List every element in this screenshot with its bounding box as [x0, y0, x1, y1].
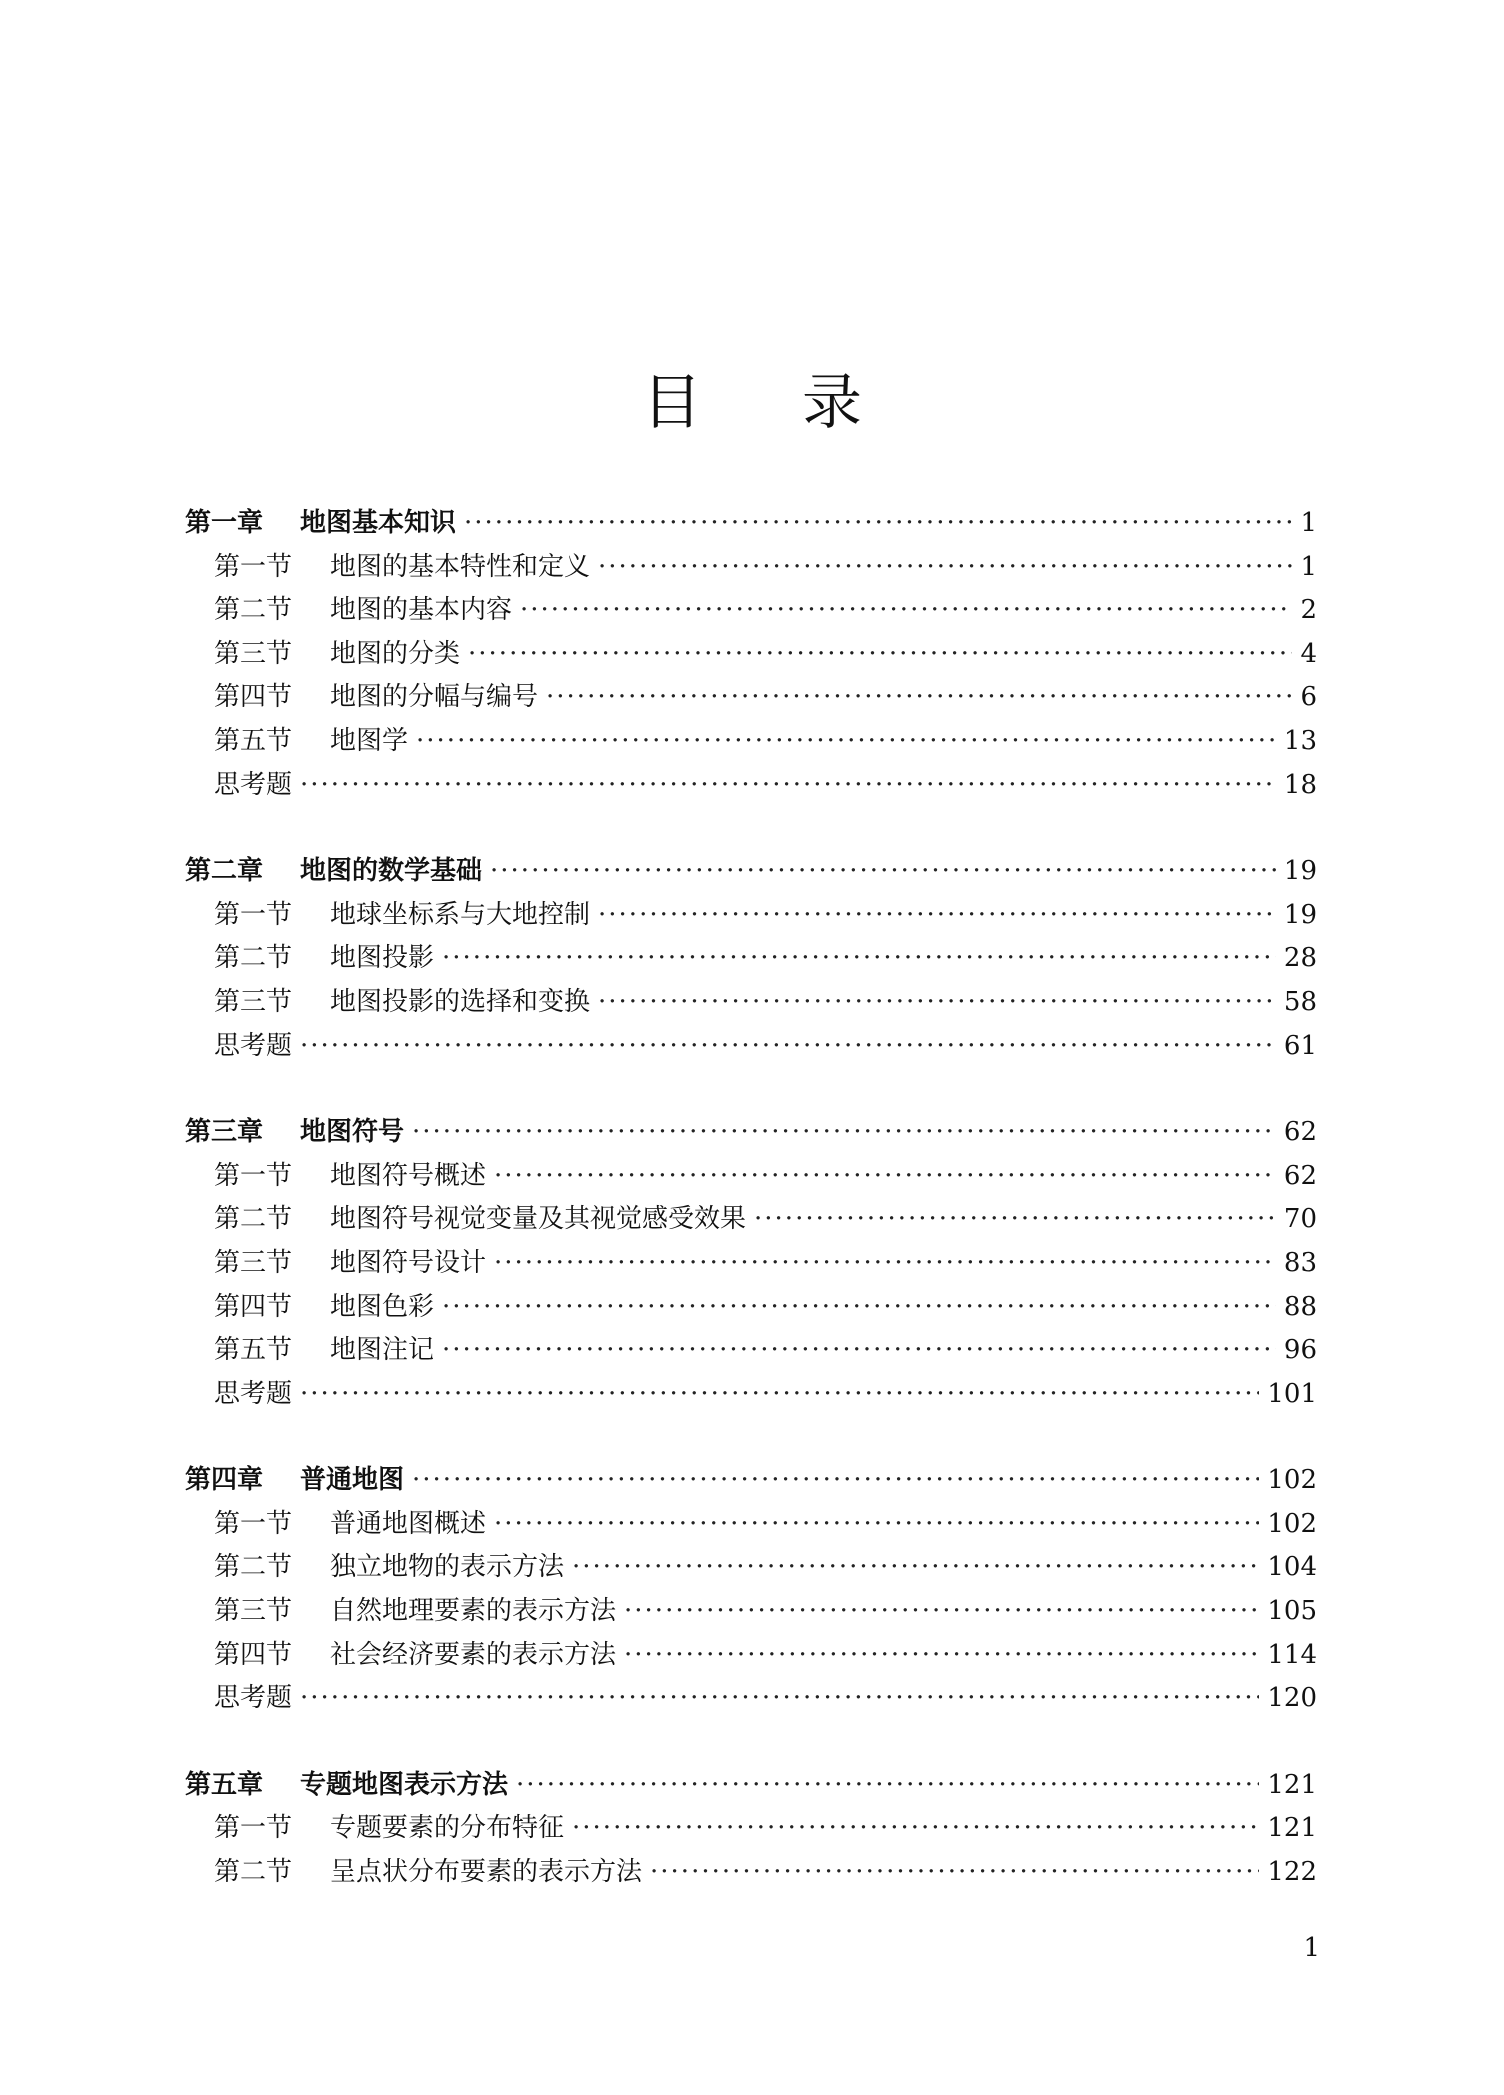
- chapter-entry: [185, 850, 1317, 894]
- section-page: 18: [1283, 769, 1317, 800]
- section-number: 第三节: [214, 1596, 293, 1627]
- section-title: 社会经济要素的表示方法: [330, 1639, 617, 1670]
- section-title: 地图符号设计: [330, 1247, 487, 1278]
- section-page: 114: [1267, 1639, 1317, 1670]
- leader-dots: [624, 1634, 1259, 1678]
- chapter-number: 第四章: [185, 1465, 264, 1496]
- section-title: 地图的分类: [330, 638, 461, 669]
- leader-dots: [650, 1851, 1259, 1895]
- leader-dots: [442, 937, 1276, 981]
- section-entry: [185, 1503, 1317, 1547]
- section-title: 自然地理要素的表示方法: [330, 1596, 617, 1627]
- section-page: 96: [1283, 1335, 1317, 1366]
- section-number: 第二节: [214, 1552, 293, 1583]
- leader-dots: [412, 1111, 1276, 1155]
- leader-dots: [464, 502, 1292, 546]
- leader-dots: [546, 676, 1292, 720]
- section-entry: [185, 1807, 1317, 1851]
- section-entry: [185, 720, 1317, 764]
- leader-dots: [442, 1286, 1276, 1330]
- leader-dots: [494, 1155, 1276, 1199]
- section-number: 第二节: [214, 943, 293, 974]
- section-entry: [185, 764, 1317, 808]
- chapter-number: 第二章: [185, 856, 264, 887]
- section-title: 地图的基本内容: [330, 595, 513, 626]
- leader-dots: [520, 589, 1292, 633]
- leader-dots: [572, 1546, 1259, 1590]
- leader-dots: [572, 1807, 1259, 1851]
- section-page: 6: [1300, 682, 1317, 713]
- section-title: 地图的基本特性和定义: [330, 551, 591, 582]
- section-entry: [185, 1634, 1317, 1678]
- section-number: 第一节: [214, 1508, 293, 1539]
- leader-dots: [300, 764, 1276, 808]
- table-of-contents: [185, 502, 1317, 1938]
- leader-dots: [442, 1329, 1276, 1373]
- section-title: 地图投影的选择和变换: [330, 986, 591, 1017]
- section-title: 地图符号概述: [330, 1160, 487, 1191]
- chapter-block: [185, 1459, 1317, 1721]
- section-entry: [185, 1373, 1317, 1417]
- section-page: 101: [1267, 1378, 1317, 1409]
- page-number: 1: [1303, 1933, 1320, 1963]
- section-number: 第四节: [214, 1291, 293, 1322]
- leader-dots: [416, 720, 1276, 764]
- leader-dots: [624, 1590, 1259, 1634]
- chapter-block: [185, 502, 1317, 807]
- section-number: 第一节: [214, 1160, 293, 1191]
- leader-dots: [494, 1503, 1259, 1547]
- section-page: 102: [1267, 1508, 1317, 1539]
- section-entry: [185, 1329, 1317, 1373]
- section-title: 思考题: [214, 1378, 293, 1409]
- chapter-title: 普通地图: [300, 1465, 405, 1496]
- section-title: 独立地物的表示方法: [330, 1552, 565, 1583]
- section-page: 88: [1283, 1291, 1317, 1322]
- page-title: 目录: [642, 368, 962, 438]
- section-number: 第四节: [214, 1639, 293, 1670]
- leader-dots: [412, 1459, 1259, 1503]
- leader-dots: [300, 1677, 1259, 1721]
- section-page: 4: [1300, 638, 1317, 669]
- section-page: 61: [1283, 1030, 1317, 1061]
- chapter-page: 121: [1267, 1769, 1317, 1800]
- section-entry: [185, 1851, 1317, 1895]
- chapter-entry: [185, 1111, 1317, 1155]
- section-title: 地图的分幅与编号: [330, 682, 539, 713]
- section-number: 第四节: [214, 682, 293, 713]
- section-title: 思考题: [214, 1683, 293, 1714]
- section-entry: [185, 981, 1317, 1025]
- chapter-entry: [185, 1764, 1317, 1808]
- chapter-block: [185, 1764, 1317, 1895]
- section-title: 呈点状分布要素的表示方法: [330, 1857, 643, 1888]
- leader-dots: [598, 894, 1276, 938]
- chapter-block: [185, 850, 1317, 1068]
- chapter-number: 第五章: [185, 1769, 264, 1800]
- section-page: 122: [1267, 1857, 1317, 1888]
- section-title: 地图投影: [330, 943, 435, 974]
- chapter-title: 专题地图表示方法: [300, 1769, 509, 1800]
- section-page: 70: [1283, 1204, 1317, 1235]
- section-page: 105: [1267, 1596, 1317, 1627]
- section-entry: [185, 894, 1317, 938]
- section-page: 104: [1267, 1552, 1317, 1583]
- section-number: 第三节: [214, 1247, 293, 1278]
- section-title: 思考题: [214, 769, 293, 800]
- section-entry: [185, 1286, 1317, 1330]
- section-entry: [185, 589, 1317, 633]
- section-title: 地图注记: [330, 1335, 435, 1366]
- leader-dots: [300, 1025, 1276, 1069]
- section-number: 第五节: [214, 1335, 293, 1366]
- section-number: 第一节: [214, 899, 293, 930]
- section-page: 2: [1300, 595, 1317, 626]
- section-page: 1: [1300, 551, 1317, 582]
- chapter-page: 1: [1300, 508, 1317, 538]
- section-entry: [185, 1242, 1317, 1286]
- leader-dots: [494, 1242, 1276, 1286]
- section-page: 28: [1283, 943, 1317, 974]
- section-page: 19: [1283, 899, 1317, 930]
- chapter-number: 第三章: [185, 1117, 264, 1148]
- section-entry: [185, 937, 1317, 981]
- section-entry: [185, 1155, 1317, 1199]
- chapter-title: 地图基本知识: [300, 508, 457, 538]
- section-title: 地图学: [330, 725, 409, 756]
- chapter-title: 地图符号: [300, 1117, 405, 1148]
- section-number: 第三节: [214, 638, 293, 669]
- section-entry: [185, 1677, 1317, 1721]
- section-number: 第一节: [214, 1813, 293, 1844]
- section-entry: [185, 633, 1317, 677]
- section-number: 第二节: [214, 1204, 293, 1235]
- section-page: 120: [1267, 1683, 1317, 1714]
- leader-dots: [598, 981, 1276, 1025]
- section-title: 思考题: [214, 1030, 293, 1061]
- leader-dots: [598, 546, 1292, 590]
- chapter-number: 第一章: [185, 508, 264, 538]
- section-page: 58: [1283, 986, 1317, 1017]
- section-number: 第五节: [214, 725, 293, 756]
- section-entry: [185, 546, 1317, 590]
- chapter-entry: [185, 502, 1317, 546]
- leader-dots: [490, 850, 1276, 894]
- section-entry: [185, 676, 1317, 720]
- leader-dots: [300, 1373, 1259, 1417]
- section-entry: [185, 1590, 1317, 1634]
- chapter-page: 62: [1283, 1117, 1317, 1148]
- section-title: 普通地图概述: [330, 1508, 487, 1539]
- section-number: 第三节: [214, 986, 293, 1017]
- chapter-page: 102: [1267, 1465, 1317, 1496]
- leader-dots: [516, 1764, 1259, 1808]
- section-entry: [185, 1546, 1317, 1590]
- section-page: 62: [1283, 1160, 1317, 1191]
- section-page: 13: [1283, 725, 1317, 756]
- section-title: 地球坐标系与大地控制: [330, 899, 591, 930]
- section-number: 第一节: [214, 551, 293, 582]
- section-entry: [185, 1025, 1317, 1069]
- section-title: 专题要素的分布特征: [330, 1813, 565, 1844]
- section-entry: [185, 1198, 1317, 1242]
- chapter-page: 19: [1283, 856, 1317, 887]
- section-page: 83: [1283, 1247, 1317, 1278]
- leader-dots: [468, 633, 1292, 677]
- section-number: 第二节: [214, 595, 293, 626]
- chapter-entry: [185, 1459, 1317, 1503]
- chapter-title: 地图的数学基础: [300, 856, 483, 887]
- section-number: 第二节: [214, 1857, 293, 1888]
- chapter-block: [185, 1111, 1317, 1416]
- section-page: 121: [1267, 1813, 1317, 1844]
- leader-dots: [754, 1198, 1276, 1242]
- section-title: 地图色彩: [330, 1291, 435, 1322]
- section-title: 地图符号视觉变量及其视觉感受效果: [330, 1204, 747, 1235]
